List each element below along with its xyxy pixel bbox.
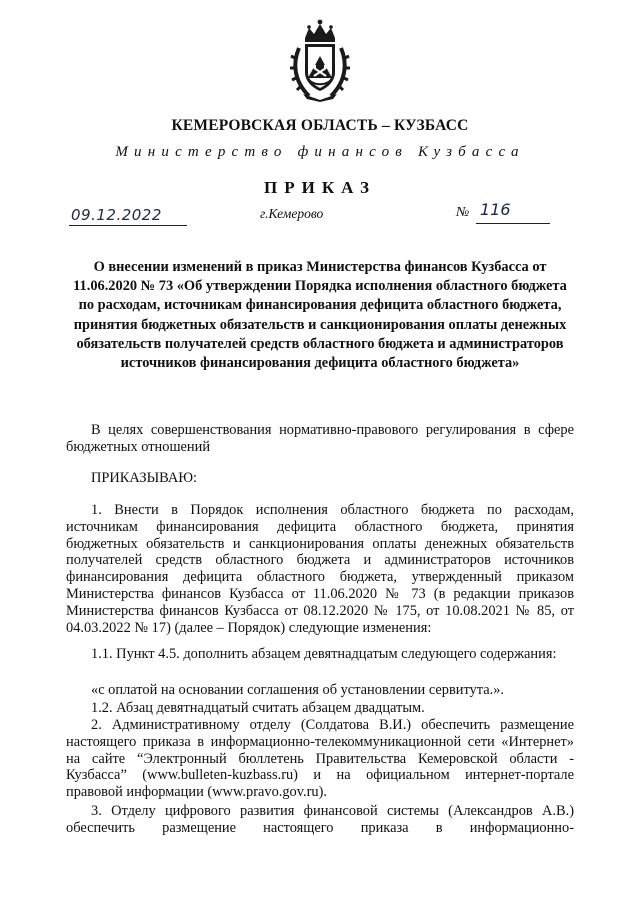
ministry-heading: Министерство финансов Кузбасса (115, 144, 525, 160)
number-underline (476, 223, 550, 224)
intro-paragraph: В целях совершенствования нормативно-правового регулирования в сфере бюджетных отношений (66, 422, 574, 455)
handwritten-date: 09.12.2022 (71, 206, 162, 224)
city-label: г.Кемерово (260, 206, 324, 221)
paragraph-1: 1. Внести в Порядок исполнения областного бюджета по расходам, источникам финансирования дефицита областного бюджета, принятия бюджетных обязательств и санкционирования оплаты денежных обязательств получателей средств областного бюджета и администраторов источников финансирования дефицита областного бюджета, утвержденный приказом Министерства финансов Кузбасса от 11.06.2020 № 73 (в редакции приказов Министерства финансов Кузбасса от 08.12.2020 № 175, от 10.08.2021 № 85, от 04.03.2022 № 17) (далее – Порядок) следующие изменения: (66, 502, 574, 636)
paragraph-1-1: 1.1. Пункт 4.5. дополнить абзацем девятнадцатым следующего содержания: (91, 646, 557, 662)
coat-of-arms-icon (289, 18, 351, 102)
document-type-heading: ПРИКАЗ (264, 178, 376, 197)
paragraph-2: 2. Административному отделу (Солдатова В.И.) обеспечить размещение настоящего приказа в информационно-телекоммуникационной сети «Интернет» на сайте “Электронный бюллетень Правительства Кемеровской области - Кузбасса” (www.bulleten-kuzbass.ru) и на официальном интернет-портале правовой информации (www.pravo.gov.ru). (66, 717, 574, 801)
number-sign: № (456, 205, 470, 220)
paragraph-1-2: 1.2. Абзац девятнадцатый считать абзацем двадцатым. (91, 700, 425, 716)
region-heading: КЕМЕРОВСКАЯ ОБЛАСТЬ – КУЗБАСС (171, 117, 469, 134)
handwritten-number: 116 (480, 200, 511, 219)
number-field (476, 200, 550, 224)
paragraph-3: 3. Отделу цифрового развития финансовой системы (Александров А.В.) обеспечить размещение настоящего приказа в информационно- (66, 803, 574, 836)
order-word: ПРИКАЗЫВАЮ: (91, 470, 198, 486)
date-underline (69, 225, 187, 226)
date-field (69, 208, 187, 228)
paragraph-1-1-quote: «с оплатой на основании соглашения об установлении сервитута.». (91, 682, 504, 698)
document-subject: О внесении изменений в приказ Министерства финансов Кузбасса от 11.06.2020 № 73 «Об утверждении Порядка исполнения областного бюджета по расходам, источникам финансирования дефицита областного бюджета, принятия бюджетных обязательств и санкционирования оплаты денежных обязательств получателей средств областного бюджета и администраторов источников финансирования дефицита областного бюджета» (73, 259, 567, 372)
